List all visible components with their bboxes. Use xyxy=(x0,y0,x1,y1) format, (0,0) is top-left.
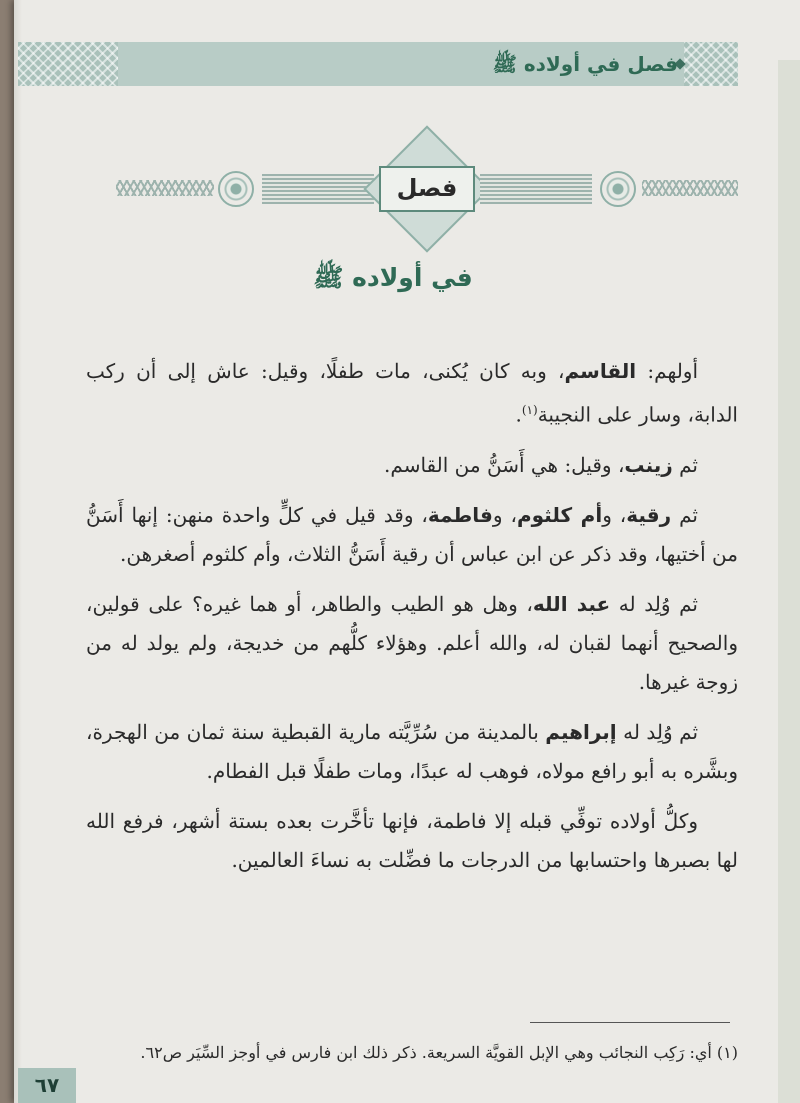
chapter-emblem-label: فصل xyxy=(396,174,458,202)
paragraph-1-post: ، وبه كان يُكنى، مات طفلًا، وقيل: عاش إلى أن ركب الدابة، وسار على النجيبة xyxy=(86,359,738,427)
paragraph-1-end: . xyxy=(515,402,522,427)
footnote: (١) أي: رَكِب النجائب وهي الإبل القويَّة السريعة. ذكر ذلك ابن فارس في أوجز السِّيَر ص٦٢. xyxy=(140,1043,738,1062)
paragraph-2 xyxy=(86,446,738,485)
paragraph-2-pre: ثم xyxy=(672,452,698,477)
paragraph-3-post: ، وقد قيل في كلٍّ واحدة منهن: إنها أَسَنُّ من أختيها، وقد ذكر عن ابن عباس أن رقية أَسَنُّ الثلاث، وأم كلثوم أصغرهن. xyxy=(86,502,738,566)
paragraph-3-bold-2: أم كلثوم xyxy=(516,502,603,527)
paragraph-3 xyxy=(86,496,738,574)
footnote-separator xyxy=(530,1022,730,1023)
paragraph-5-pre: ثم وُلِد له xyxy=(616,719,699,744)
paragraph-5-bold: إبراهيم xyxy=(545,719,617,744)
footnote-ref: (١) xyxy=(521,403,538,417)
paragraph-3-mid-1: ، و xyxy=(602,502,627,527)
paragraph-3-mid-2: ، و xyxy=(492,502,517,527)
paragraph-5-post: بالمدينة من سُرِّيَّته مارية القبطية سنة ثمان من الهجرة، وبشَّره به أبو رافع مولاه، فوهب له عبدًا، ومات طفلًا قبل الفطام. xyxy=(86,719,738,783)
chapter-title: في أولاده ﷺ xyxy=(313,263,473,292)
header-ornament-left xyxy=(18,42,118,86)
ornament-band-left-outer xyxy=(116,180,214,196)
rosette-icon-left xyxy=(218,171,254,207)
paragraph-4 xyxy=(86,585,738,702)
paragraph-2-post: ، وقيل: هي أَسَنُّ من القاسم. xyxy=(384,452,625,477)
paragraph-3-bold-1: رقية xyxy=(626,502,672,527)
page-edge-shadow xyxy=(14,0,22,1103)
paragraph-4-pre: ثم وُلِد له xyxy=(610,591,699,616)
paragraph-6: وكلُّ أولاده توفِّي قبله إلا فاطمة، فإنها تأخَّرت بعده بستة أشهر، فرفع الله لها بصبرها واحتسابها من الدرجات ما فضِّلت به نساءَ العالمين. xyxy=(86,808,738,872)
paragraph-1-pre: أولهم: xyxy=(636,359,699,383)
body-text xyxy=(86,352,738,891)
page-number: ٦٧ xyxy=(34,1073,60,1097)
ornament-rule-left xyxy=(262,174,374,204)
next-page-edge xyxy=(778,60,800,1103)
paragraph-1-bold: القاسم xyxy=(564,359,637,383)
ornament-rule-right xyxy=(480,174,592,204)
running-head: فصل في أولاده ﷺ xyxy=(492,52,678,76)
rosette-icon-right xyxy=(600,171,636,207)
ornament-band-right-outer xyxy=(642,180,738,196)
paragraph-2-bold: زينب xyxy=(624,452,673,477)
paragraph-3-bold-3: فاطمة xyxy=(427,502,493,527)
paragraph-4-bold: عبد الله xyxy=(532,591,611,616)
header-ornament-right xyxy=(684,42,738,86)
paragraph-3-pre: ثم xyxy=(671,502,698,527)
paragraph-1 xyxy=(86,352,738,435)
paragraph-4-post: ، وهل هو الطيب والطاهر، أو هما غيره؟ على قولين، والصحيح أنهما لقبان له، والله أعلم. وهؤلاء كلُّهم من خديجة، ولم يولد له من زوجة غيرها. xyxy=(86,591,738,694)
paragraph-5 xyxy=(86,713,738,791)
